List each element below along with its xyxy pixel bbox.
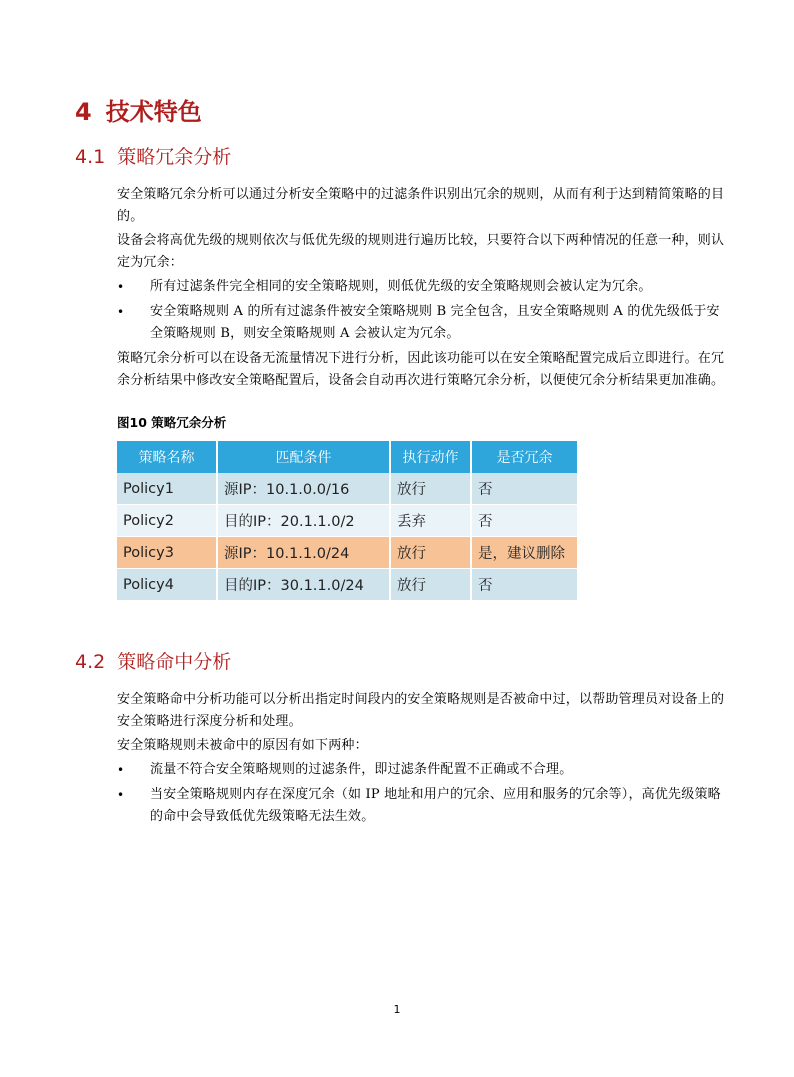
chapter-heading — [75, 94, 202, 130]
section-heading-4-2 — [75, 648, 231, 676]
section-heading-4-1 — [75, 143, 231, 171]
section-number: 4.2 — [75, 651, 106, 673]
paragraph: 安全策略冗余分析可以通过分析安全策略中的过滤条件识别出冗余的规则，从而有利于达到精简策略的目的。 — [117, 187, 725, 224]
table-header-row — [117, 441, 578, 473]
table-cell: 放行 — [390, 537, 471, 569]
table-cell: 丢弃 — [390, 505, 471, 537]
column-header: 执行动作 — [390, 441, 471, 473]
bullet-icon: • — [117, 280, 125, 294]
bullet-item — [117, 276, 727, 298]
table-cell: 源IP：10.1.1.0/24 — [217, 537, 390, 569]
bullet-item — [117, 301, 727, 345]
section-4-2-body — [117, 689, 727, 831]
table-cell: Policy2 — [117, 505, 217, 537]
table-cell: 放行 — [390, 569, 471, 601]
section-number: 4.1 — [75, 146, 106, 168]
paragraph: 安全策略规则未被命中的原因有如下两种： — [117, 738, 368, 753]
chapter-number: 4 — [75, 98, 92, 126]
table-cell: 目的IP：30.1.1.0/24 — [217, 569, 390, 601]
table-cell: 否 — [471, 569, 578, 601]
table-cell: Policy3 — [117, 537, 217, 569]
table-cell: Policy1 — [117, 473, 217, 505]
table-cell: 是，建议删除 — [471, 537, 578, 569]
table-cell: 目的IP：20.1.1.0/2 — [217, 505, 390, 537]
bullet-text: 安全策略规则 A 的所有过滤条件被安全策略规则 B 完全包含，且安全策略规则 A 的优先级低于安全策略规则 B，则安全策略规则 A 会被认定为冗余。 — [150, 304, 720, 341]
page-number: 1 — [393, 1003, 401, 1016]
table-row — [117, 505, 578, 537]
table-row — [117, 473, 578, 505]
column-header: 是否冗余 — [471, 441, 578, 473]
bullet-text: 流量不符合安全策略规则的过滤条件，即过滤条件配置不正确或不合理。 — [150, 762, 573, 777]
section-4-1-body — [117, 184, 727, 394]
table-cell: 否 — [471, 505, 578, 537]
table-row-highlighted — [117, 537, 578, 569]
table-cell: 放行 — [390, 473, 471, 505]
bullet-icon: • — [117, 788, 125, 802]
column-header: 策略名称 — [117, 441, 217, 473]
chapter-title: 技术特色 — [105, 98, 202, 126]
figure-caption: 图10 策略冗余分析 — [117, 415, 227, 430]
section-title: 策略冗余分析 — [117, 146, 232, 168]
table-row — [117, 569, 578, 601]
bullet-item — [117, 784, 727, 828]
bullet-text: 所有过滤条件完全相同的安全策略规则，则低优先级的安全策略规则会被认定为冗余。 — [150, 279, 652, 294]
column-header: 匹配条件 — [217, 441, 390, 473]
paragraph: 策略冗余分析可以在设备无流量情况下进行分析，因此该功能可以在安全策略配置完成后立即进行。在冗余分析结果中修改安全策略配置后，设备会自动再次进行策略冗余分析，以便使冗余分析结果更加准确。 — [117, 351, 725, 388]
bullet-icon: • — [117, 305, 125, 319]
bullet-item — [117, 759, 727, 781]
section-title: 策略命中分析 — [117, 651, 232, 673]
bullet-text: 当安全策略规则内存在深度冗余（如 IP 地址和用户的冗余、应用和服务的冗余等），高优先级策略的命中会导致低优先级策略无法生效。 — [150, 787, 721, 824]
table-cell: Policy4 — [117, 569, 217, 601]
bullet-icon: • — [117, 763, 125, 777]
paragraph: 安全策略命中分析功能可以分析出指定时间段内的安全策略规则是否被命中过，以帮助管理员对设备上的安全策略进行深度分析和处理。 — [117, 692, 725, 729]
paragraph: 设备会将高优先级的规则依次与低优先级的规则进行遍历比较，只要符合以下两种情况的任意一种，则认定为冗余： — [117, 233, 725, 270]
table-cell: 源IP：10.1.0.0/16 — [217, 473, 390, 505]
redundancy-table — [117, 441, 579, 601]
table-cell: 否 — [471, 473, 578, 505]
